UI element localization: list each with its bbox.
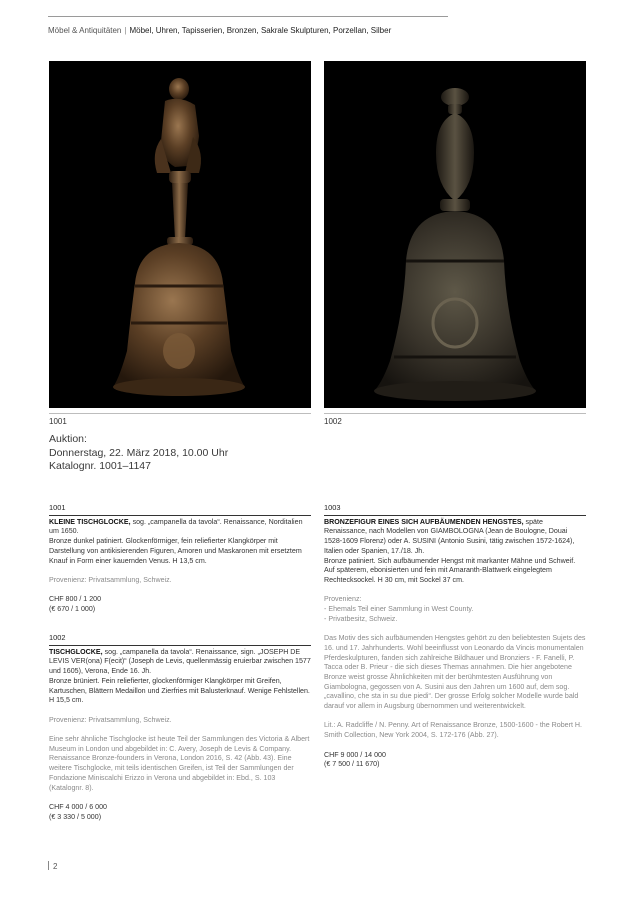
bell-illustration-1001 [49,61,311,408]
page-header [48,26,391,35]
catalog-range: Katalognr. 1001–1147 [49,460,151,472]
lot-1001-entry [49,503,311,615]
lot-description: Bronze patiniert. Sich aufbäumender Hengst mit markanter Mähne und Schweif. Auf späterem, ebonisierten und fein mit Amaranth-Blattwerk eingelegtem Rechtecksockel. H 30 cm, mit Sockel 37 cm. [324,556,576,584]
lot-title: BRONZEFIGUR EINES SICH AUFBÄUMENDEN HENGSTES, [324,517,524,526]
lot-heading [49,648,311,677]
lot-estimate-chf: CHF 800 / 1 200 [49,595,102,604]
lot-title-detail: späte Renaissance, nach Modellen von GIAMBOLOGNA (Jean de Boulogne, Douai 1528-1609 Florenz) oder A. SUSINI (Antonio Susini, tätig zwischen 1572-1624), Italien oder Spanien, 17./18. Jh. [324,517,575,555]
lot-heading [324,518,586,557]
lot-number: 1002 [49,633,311,646]
lot-estimate-eur: (€ 3 330 / 5 000) [49,812,102,821]
caption-1001: 1001 [49,417,67,426]
lot-title: KLEINE TISCHGLOCKE, [49,517,131,526]
page-footer [48,861,57,871]
lot-title-detail: sog. „campanella da tavola“. Renaissance, sign. „JOSEPH DE LEVIS VER(ona) F(ecit)“ (Joseph de Levis, quellenmässig eruierbar zwischen 1577 und 1605), Verona, Ende 16. Jh. [49,647,311,676]
lot-note: Das Motiv des sich aufbäumenden Hengstes gehört zu den beliebtesten Sujets des 16. und 17. Jahrhunderts. Wohl beeinflusst von Leonardo da Vincis monumentalen Pferdeskulpturen, fanden sich zahlreiche Bildhauer und Bronziers - F. Fanelli, P. Tacca oder B. Prieur - die sich dieses Themas annahmen. Die hier angebotene Bronze weist grosse Ähnlichkeiten mit der berühmtesten Ausführung von Giambologna, gegossen von A. Susini aus den Jahren um 1600 auf, dem sog. „cavallino, che sta in su due piedi“. Der grosse Erfolg solcher Modelle wurde bald darauf vor allem in Augsburg übernommen und weiterentwickelt. [324,634,586,711]
lot-provenance-item: - Privatbesitz, Schweiz. [324,614,398,623]
lot-provenance-label: Provenienz: [324,595,362,604]
lot-number: 1003 [324,503,586,516]
lot-estimate-chf: CHF 9 000 / 14 000 [324,750,386,759]
lot-1003-entry [324,503,586,770]
footer-bar [48,861,49,870]
header-category: Möbel & Antiquitäten [48,26,122,35]
lot-provenance: Provenienz: Privatsammlung, Schweiz. [49,575,172,584]
lot-estimate-eur: (€ 7 500 / 11 670) [324,760,380,769]
lot-number: 1001 [49,503,311,516]
auction-label: Auktion: [49,433,87,445]
lot-provenance: Provenienz: Privatsammlung, Schweiz. [49,715,172,724]
lot-estimate-eur: (€ 670 / 1 000) [49,605,96,613]
lot-1002-entry [49,633,311,822]
lot-heading [49,518,311,537]
header-rule [48,16,448,17]
caption-1002: 1002 [324,417,342,426]
photo-lot-1001 [49,61,311,408]
lot-description: Bronze dunkel patiniert. Glockenförmiger, fein reliefierter Klangkörper mit Darstellung von antikisierenden Figuren, Amoren und Maskaronen mit ersetztem Knauf in Form einer kauernden Venus. H 13,5 cm. [49,537,302,565]
lot-title: TISCHGLOCKE, [49,647,103,656]
header-subcategory: Möbel, Uhren, Tapisserien, Bronzen, Sakrale Skulpturen, Porzellan, Silber [129,26,392,35]
lot-note: Eine sehr ähnliche Tischglocke ist heute Teil der Sammlungen des Victoria & Albert Museum in London und abgebildet in: C. Avery, Joseph de Levis & Company. Renaissance Bronze-founders in Verona, London 2016, S. 42 (Abb. 43). Eine weitere Tischglocke, mit teils identischen Greifen, ist Teil der Sammlungen der Fondazione Miniscalchi Erizzo in Verona und abgebildet in: Ebd., S. 103 (Katalognr. 8). [49,735,310,792]
lot-title-detail: sog. „campanella da tavola“. Renaissance, Norditalien um 1650. [49,517,303,536]
photo-lot-1002 [324,61,586,408]
header-separator: | [124,26,127,35]
caption-rule-2 [324,413,586,414]
lot-literature: Lit.: A. Radcliffe / N. Penny. Art of Renaissance Bronze, 1500-1600 - the Robert H. Smith Collection, New York 2004, S. 172-176 (Abb. 27). [324,721,583,740]
lot-provenance-item: - Ehemals Teil einer Sammlung in West County. [324,605,474,614]
bell-illustration-1002 [324,61,586,408]
caption-rule-1 [49,413,311,414]
page-number: 2 [53,862,58,871]
auction-info [49,433,228,474]
lot-estimate-chf: CHF 4 000 / 6 000 [49,802,107,811]
auction-date: Donnerstag, 22. März 2018, 10.00 Uhr [49,446,229,459]
lot-description: Bronze brüniert. Fein reliefierter, glockenförmiger Klangkörper mit Greifen, Kartuschen, Blättern Medaillon und Zierfries mit Balusterknauf. Wenige Fehlstellen. H 15,5 cm. [49,676,310,705]
